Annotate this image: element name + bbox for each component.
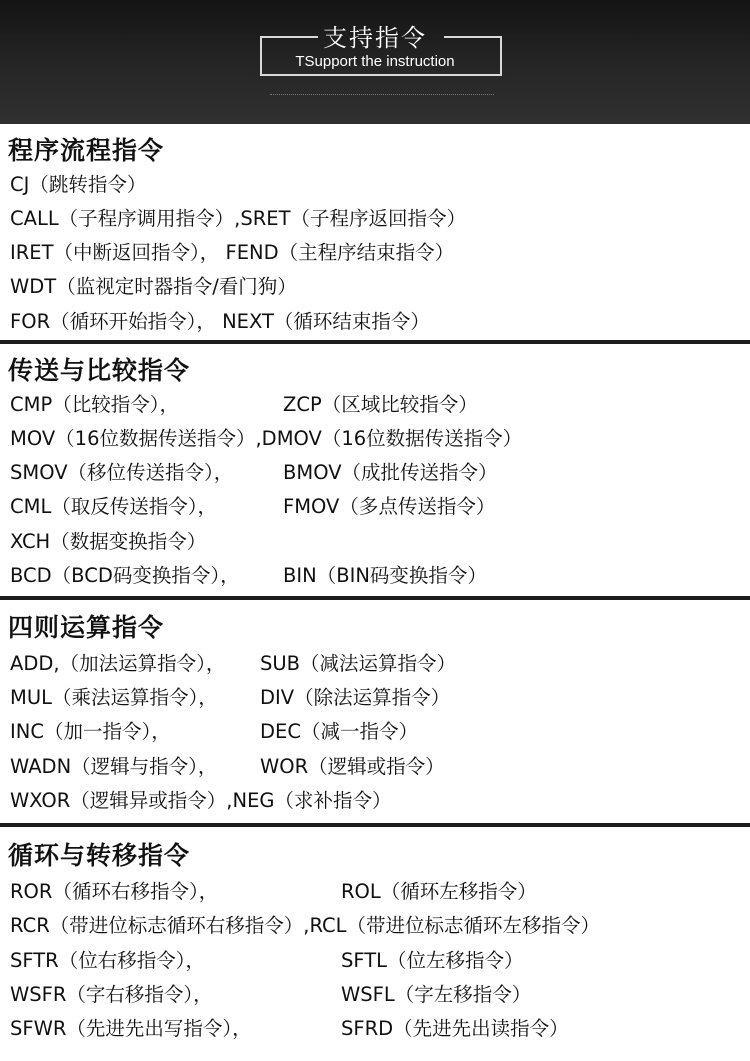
instruction-line: CALL（子程序调用指令）,SRET（子程序返回指令）	[10, 207, 467, 230]
section-title-arithmetic: 四则运算指令	[8, 613, 165, 642]
instruction-line: FOR（循环开始指令）， NEXT（循环结束指令）	[10, 310, 430, 333]
instruction-line: ZCP（区域比较指令）	[283, 393, 478, 416]
instruction-line: WADN（逻辑与指令），	[10, 755, 218, 778]
instruction-line: SFWR（先进先出写指令），	[10, 1017, 252, 1040]
instruction-line: MOV（16位数据传送指令）,DMOV（16位数据传送指令）	[10, 427, 523, 450]
instruction-line: WSFR（字右移指令），	[10, 983, 213, 1006]
section-divider	[0, 340, 750, 344]
section-divider	[0, 596, 750, 600]
instruction-line: WSFL（字左移指令）	[341, 983, 532, 1006]
instruction-line: BMOV（成批传送指令）	[283, 461, 498, 484]
header-banner	[0, 0, 750, 124]
instruction-line: SFTL（位左移指令）	[341, 949, 524, 972]
instruction-line: WOR（逻辑或指令）	[260, 755, 445, 778]
instruction-line: FMOV（多点传送指令）	[283, 495, 496, 518]
instruction-line: DIV（除法运算指令）	[260, 686, 451, 709]
instruction-line: CJ（跳转指令）	[10, 173, 147, 196]
section-divider	[0, 823, 750, 827]
section-title-program-flow: 程序流程指令	[8, 136, 165, 165]
instruction-line: MUL（乘法运算指令），	[10, 686, 218, 709]
instruction-line: BIN（BIN码变换指令）	[283, 564, 487, 587]
instruction-line: SMOV（移位传送指令），	[10, 461, 234, 484]
instruction-line: INC（加一指令），	[10, 720, 171, 743]
instruction-line: ROR（循环右移指令），	[10, 880, 219, 903]
instruction-line: RCR（带进位标志循环右移指令）,RCL（带进位标志循环左移指令）	[10, 914, 600, 937]
instruction-line: WDT（监视定时器指令/看门狗）	[10, 275, 297, 298]
instruction-line: DEC（减一指令）	[260, 720, 418, 743]
instruction-line: WXOR（逻辑异或指令）,NEG（求补指令）	[10, 789, 392, 812]
instruction-line: XCH（数据变换指令）	[10, 530, 207, 553]
instruction-line: IRET（中断返回指令）， FEND（主程序结束指令）	[10, 241, 455, 264]
section-title-transfer-compare: 传送与比较指令	[8, 356, 191, 385]
instruction-line: BCD（BCD码变换指令），	[10, 564, 240, 587]
title-dotted-rule	[270, 94, 494, 95]
instruction-line: SFTR（位右移指令），	[10, 949, 205, 972]
instruction-line: ADD,（加法运算指令），	[10, 652, 226, 675]
page-subtitle: TSupport the instruction	[295, 53, 455, 70]
instruction-line: ROL（循环左移指令）	[341, 880, 537, 903]
instruction-line: SFRD（先进先出读指令）	[341, 1017, 569, 1040]
section-title-loop-shift: 循环与转移指令	[8, 841, 191, 870]
instruction-line: CML（取反传送指令），	[10, 495, 218, 518]
page-title: 支持指令	[323, 24, 427, 52]
instruction-line: SUB（减法运算指令）	[260, 652, 457, 675]
instruction-line: CMP（比较指令），	[10, 393, 179, 416]
